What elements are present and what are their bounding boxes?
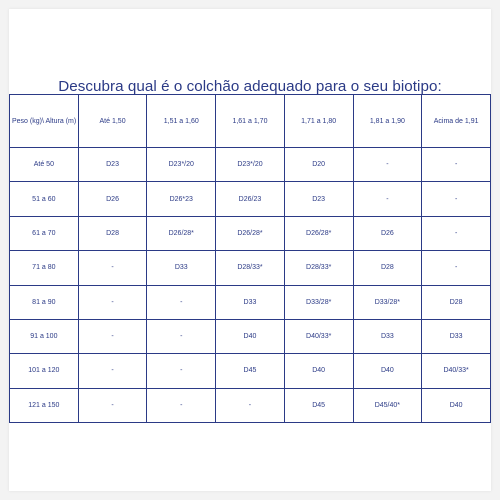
table-cell: -: [147, 285, 216, 319]
table-cell: D33: [353, 319, 422, 353]
mattress-size-table: [9, 94, 491, 423]
table-cell: -: [78, 388, 147, 422]
row-label-cell: Até 50: [10, 148, 79, 182]
table-cell: D26: [78, 182, 147, 216]
header-cell: 1,71 a 1,80: [284, 95, 353, 148]
page-title: Descubra qual é o colchão adequado para o seu biotipo:: [58, 78, 442, 95]
table-cell: D28: [78, 216, 147, 250]
table-cell: D28/33*: [284, 251, 353, 285]
table-cell: D33/28*: [353, 285, 422, 319]
table-cell: D23: [78, 148, 147, 182]
row-label-cell: 91 a 100: [10, 319, 79, 353]
table-cell: D40: [284, 354, 353, 388]
table-cell: D28: [353, 251, 422, 285]
table-cell: -: [78, 251, 147, 285]
table-row: [10, 251, 491, 285]
table-row: [10, 148, 491, 182]
table-cell: D26/23: [216, 182, 285, 216]
table-cell: D40: [353, 354, 422, 388]
table-cell: -: [147, 388, 216, 422]
table-cell: D45: [284, 388, 353, 422]
table-cell: D23*/20: [216, 148, 285, 182]
table-cell: D40/33*: [422, 354, 491, 388]
table-row: [10, 319, 491, 353]
table-cell: D33: [147, 251, 216, 285]
table-cell: D20: [284, 148, 353, 182]
table-row: [10, 285, 491, 319]
table-cell: -: [422, 148, 491, 182]
row-label-cell: 101 a 120: [10, 354, 79, 388]
table-row: [10, 216, 491, 250]
table-cell: D33/28*: [284, 285, 353, 319]
table-header-row: [10, 95, 491, 148]
table-cell: D23*/20: [147, 148, 216, 182]
table-cell: D45: [216, 354, 285, 388]
table-row: [10, 354, 491, 388]
table-cell: -: [147, 354, 216, 388]
table-cell: -: [216, 388, 285, 422]
header-cell: 1,51 a 1,60: [147, 95, 216, 148]
table-cell: D33: [216, 285, 285, 319]
row-label-cell: 81 a 90: [10, 285, 79, 319]
table-cell: -: [422, 251, 491, 285]
table-cell: -: [422, 216, 491, 250]
table-cell: D26/28*: [284, 216, 353, 250]
table-cell: D26*23: [147, 182, 216, 216]
table-cell: D23: [284, 182, 353, 216]
header-cell: Até 1,50: [78, 95, 147, 148]
table-cell: -: [422, 182, 491, 216]
table-cell: -: [78, 285, 147, 319]
table-cell: D40: [216, 319, 285, 353]
header-cell: 1,61 a 1,70: [216, 95, 285, 148]
table-cell: -: [78, 319, 147, 353]
header-cell-weight-height: Peso (kg)\ Altura (m): [10, 95, 79, 148]
table-cell: -: [353, 182, 422, 216]
table-cell: D40/33*: [284, 319, 353, 353]
table-cell: D28: [422, 285, 491, 319]
row-label-cell: 71 a 80: [10, 251, 79, 285]
table-cell: D40: [422, 388, 491, 422]
table-cell: D26/28*: [216, 216, 285, 250]
table-cell: D33: [422, 319, 491, 353]
table-cell: -: [147, 319, 216, 353]
table-cell: D45/40*: [353, 388, 422, 422]
header-cell: Acima de 1,91: [422, 95, 491, 148]
table-cell: D26: [353, 216, 422, 250]
table-row: [10, 388, 491, 422]
table-row: [10, 182, 491, 216]
header-cell: 1,81 a 1,90: [353, 95, 422, 148]
table-cell: -: [78, 354, 147, 388]
table-cell: D26/28*: [147, 216, 216, 250]
table-cell: -: [353, 148, 422, 182]
row-label-cell: 61 a 70: [10, 216, 79, 250]
row-label-cell: 121 a 150: [10, 388, 79, 422]
table-cell: D28/33*: [216, 251, 285, 285]
row-label-cell: 51 a 60: [10, 182, 79, 216]
